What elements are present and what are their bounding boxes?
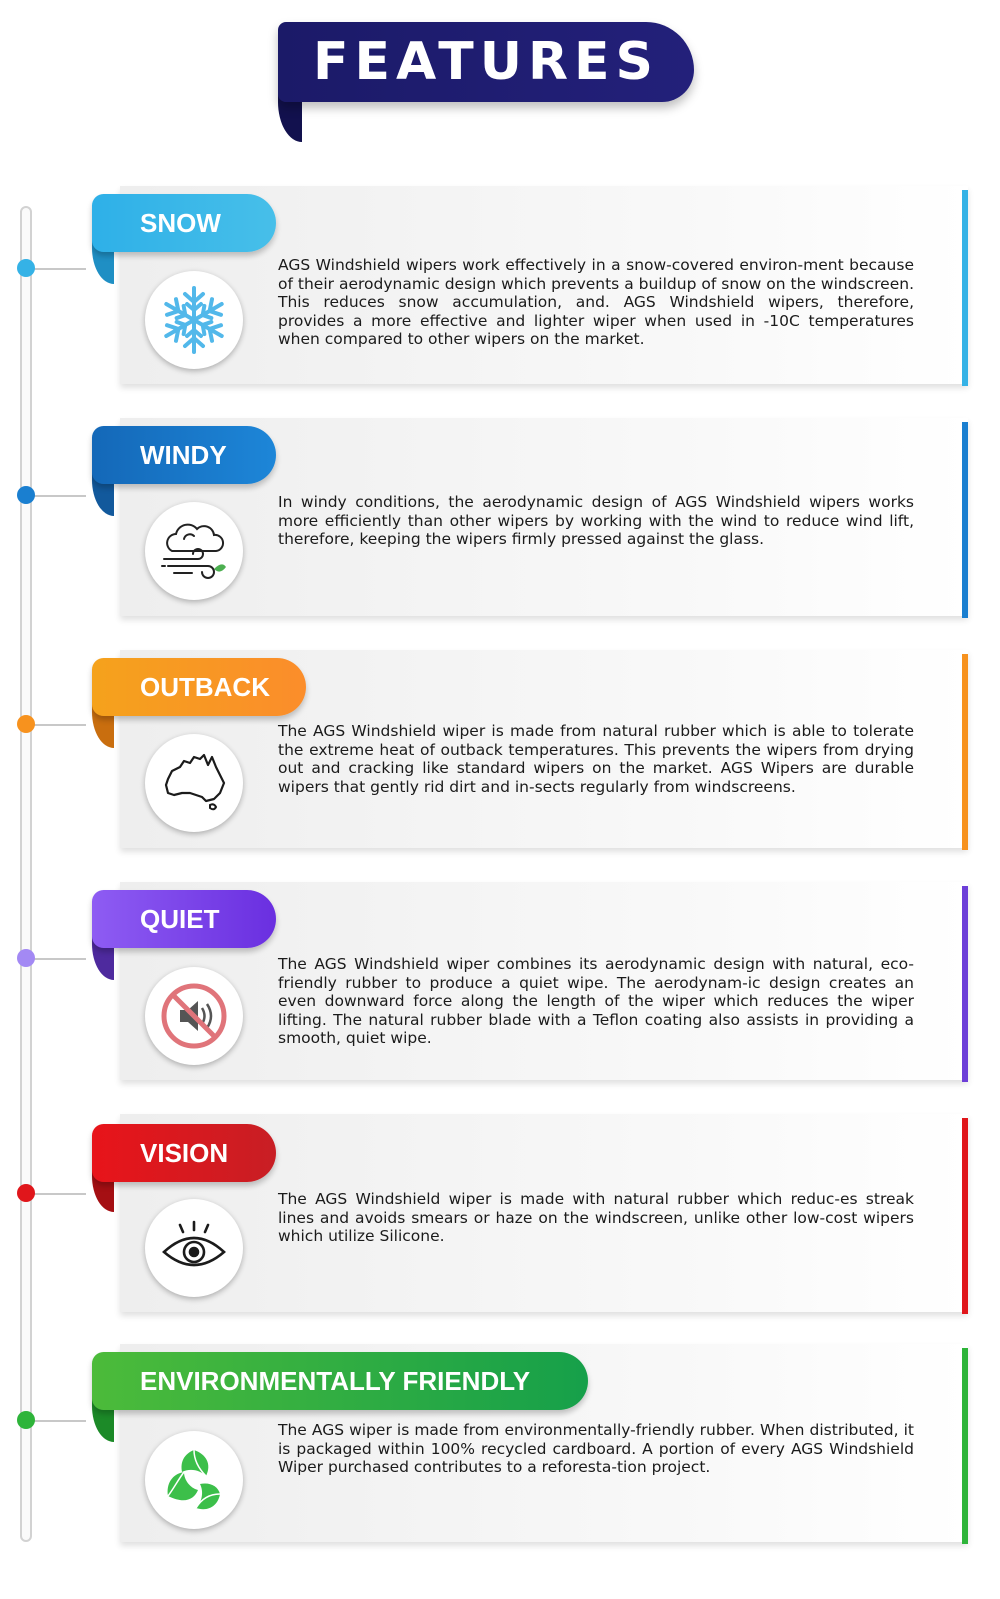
card-accent-bar xyxy=(962,886,968,1082)
icon-badge xyxy=(145,1199,243,1297)
feature-tab-windy xyxy=(92,426,276,484)
header-banner xyxy=(278,22,694,102)
feature-description: The AGS Windshield wiper combines its aerodynamic design with natural, eco-friendly rubber to produce a quiet wipe. The aerodynam-ic design creates an even downward force along the length of the wiper which reduces the wiper lifting. The natural rubber blade with a Teflon coating also assists in providing a smooth, quiet wipe. xyxy=(278,955,914,1047)
card-accent-bar xyxy=(962,1348,968,1544)
timeline-line xyxy=(20,206,32,1542)
timeline-dot-snow xyxy=(17,259,35,277)
feature-tab-vision xyxy=(92,1124,276,1182)
card-accent-bar xyxy=(962,1118,968,1314)
australia-map-icon xyxy=(154,743,234,823)
feature-tab-snow xyxy=(92,194,276,252)
recycle-leaves-icon xyxy=(154,1440,234,1520)
timeline-connector xyxy=(34,958,86,960)
timeline-connector xyxy=(34,495,86,497)
feature-description: The AGS Windshield wiper is made from natural rubber which is able to tolerate the extreme heat of outback temperatures. This prevents the wipers from drying out and cracking like standard wipers on the market. AGS Wipers are durable wipers that gently rid dirt and in-sects regularly from windscreens. xyxy=(278,722,914,796)
features-header xyxy=(278,22,696,122)
page-title: FEATURES xyxy=(313,32,659,92)
timeline-connector xyxy=(34,724,86,726)
card-accent-bar xyxy=(962,654,968,850)
icon-badge xyxy=(145,1431,243,1529)
icon-badge xyxy=(145,734,243,832)
card-accent-bar xyxy=(962,190,968,386)
feature-description: AGS Windshield wipers work effectively in a snow-covered environ-ment because of their aerodynamic design which prevents a buildup of snow on the windscreen. This reduces snow accumulation, and. AGS Windshield wipers, therefore, provides a more effective and lighter wiper when used in -10C temperatures when compared to other wipers on the market. xyxy=(278,256,914,348)
icon-badge xyxy=(145,271,243,369)
feature-label: ENVIRONMENTALLY FRIENDLY xyxy=(140,1366,531,1396)
timeline-connector xyxy=(34,1420,86,1422)
wind-cloud-icon xyxy=(154,511,234,591)
mute-speaker-icon xyxy=(154,976,234,1056)
timeline-dot-windy xyxy=(17,486,35,504)
feature-label: SNOW xyxy=(140,208,221,238)
feature-tab-eco xyxy=(92,1352,588,1410)
feature-description: In windy conditions, the aerodynamic design of AGS Windshield wipers works more efficiently than other wipers by working with the wind to reduce wind lift, therefore, keeping the wipers firmly pressed against the glass. xyxy=(278,493,914,548)
feature-label: WINDY xyxy=(140,440,227,470)
icon-badge xyxy=(145,502,243,600)
icon-badge xyxy=(145,967,243,1065)
feature-tab-outback xyxy=(92,658,306,716)
feature-label: VISION xyxy=(140,1138,229,1168)
timeline-connector xyxy=(34,1193,86,1195)
feature-label: QUIET xyxy=(140,904,220,934)
timeline-dot-vision xyxy=(17,1184,35,1202)
eye-icon xyxy=(154,1208,234,1288)
snowflake-icon xyxy=(154,280,234,360)
feature-description: The AGS wiper is made from environmentally-friendly rubber. When distributed, it is packaged within 100% recycled cardboard. A portion of every AGS Windshield Wiper purchased contributes to a reforesta-tion project. xyxy=(278,1421,914,1476)
timeline-dot-outback xyxy=(17,715,35,733)
card-accent-bar xyxy=(962,422,968,618)
feature-description: The AGS Windshield wiper is made with natural rubber which reduc-es streak lines and avoids smears or haze on the windscreen, unlike other low-cost wipers which utilize Silicone. xyxy=(278,1190,914,1245)
timeline-dot-quiet xyxy=(17,949,35,967)
timeline-dot-eco xyxy=(17,1411,35,1429)
feature-label: OUTBACK xyxy=(140,672,270,702)
feature-tab-quiet xyxy=(92,890,276,948)
timeline-connector xyxy=(34,268,86,270)
